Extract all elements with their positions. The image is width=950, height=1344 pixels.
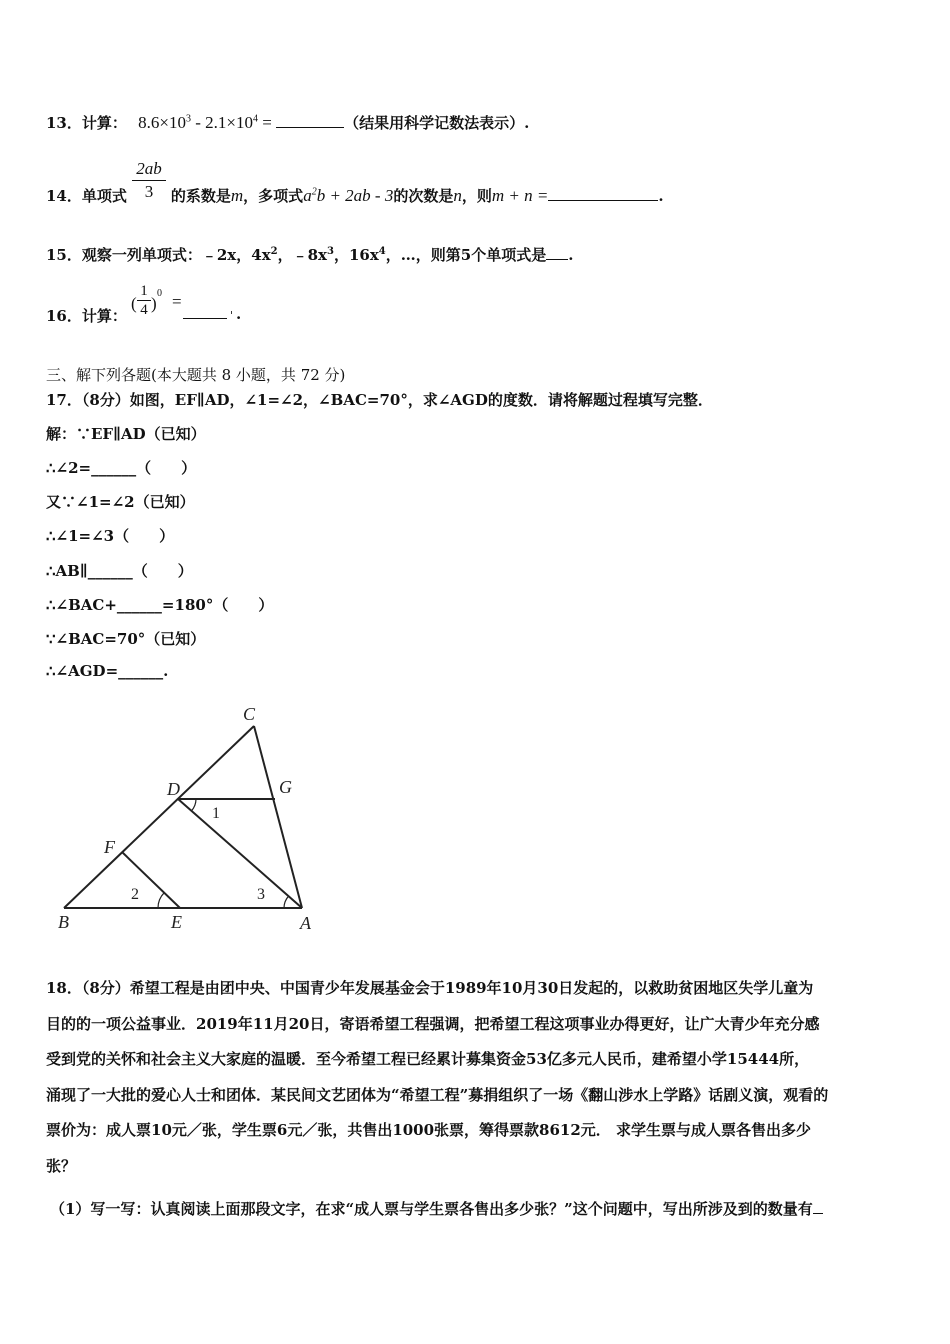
q18-line: 票价为：成人票10元／张，学生票6元／张，共售出1000张票，筹得票款8612元． 求学生票与成人票各售出多少 xyxy=(46,1121,812,1139)
angle-3-arc xyxy=(284,896,289,908)
question-13 xyxy=(46,112,529,133)
question-18 xyxy=(46,971,908,1184)
label-g: G xyxy=(279,777,292,797)
q14-var-n: n xyxy=(453,186,462,205)
question-17-stem: 17．（8分）如图，EF∥AD，∠1=∠2，∠BAC=70°，求∠AGD的度数．请将解题过程填写完整． xyxy=(46,391,713,409)
label-2: 2 xyxy=(131,886,139,903)
q17-step: ∴∠1=∠3（ ） xyxy=(46,527,175,545)
angle-2-arc xyxy=(158,893,164,908)
q16-exponent: 0 xyxy=(157,288,162,299)
q16-fraction xyxy=(137,282,151,319)
q18-line: 18．（8分）希望工程是由团中央、中国青少年发展基金会于1989年10月30日发起的，以救助贫困地区失学儿童为 xyxy=(46,979,814,997)
label-3: 3 xyxy=(257,886,265,903)
q16-equals: = xyxy=(172,292,182,311)
label-e: E xyxy=(171,912,182,932)
q17-step: ∴∠AGD=______. xyxy=(46,662,169,680)
q16-paren-open: ( xyxy=(131,294,137,313)
q14-label: 14．单项式 xyxy=(46,187,127,205)
q14-answer-blank[interactable] xyxy=(548,200,658,201)
label-d: D xyxy=(167,779,180,799)
label-f: F xyxy=(104,837,115,857)
q17-step: ∵∠BAC=70°（已知） xyxy=(46,630,206,648)
q13-answer-blank[interactable] xyxy=(276,127,344,128)
question-16-label: 16．计算： xyxy=(46,307,127,325)
label-1: 1 xyxy=(212,805,220,822)
label-c: C xyxy=(243,704,256,724)
q18-line: 涌现了一大批的爱心人士和团体．某民间文艺团体为“希望工程”募捐组织了一场《翻山涉水上学路》话剧义演，观看的 xyxy=(46,1085,829,1104)
q18-line: 受到党的关怀和社会主义大家庭的温暖．至今希望工程已经累计募集资金53亿多元人民币，建希望小学15444所， xyxy=(46,1050,810,1068)
q15-answer-blank[interactable] xyxy=(546,259,568,260)
segment-da xyxy=(178,799,302,908)
q13-label: 13．计算： xyxy=(46,114,127,132)
q16-paren-close: ) xyxy=(151,294,157,313)
angle-1-arc xyxy=(192,799,197,811)
q17-step: ∴∠BAC+______=180°（ ） xyxy=(46,596,274,614)
question-15: 15．观察一列单项式：﹣2x，$4x^2$，$﹣8x^3$，$16x^4$，…，则第5个单项式是 . xyxy=(46,246,574,264)
q16-answer: ' . xyxy=(183,305,241,323)
q14-var-m: m xyxy=(230,186,244,205)
section-3-heading: 三、解下列各题(本大题共 8 小题，共 72 分) xyxy=(46,366,346,384)
q14-frac-denominator: 3 xyxy=(144,182,154,201)
q17-triangle-figure xyxy=(30,692,330,942)
question-14: 14．单项式 的系数是m，多项式$a^2b + 2ab - 3$的次数是n，则m + n = . xyxy=(46,186,664,205)
q17-step: 解：∵EF∥AD（已知） xyxy=(46,425,206,443)
q16-answer-blank[interactable] xyxy=(183,318,227,319)
q17-step: ∴∠2=______（ ） xyxy=(46,459,197,477)
q18-line: 张？ xyxy=(46,1156,77,1175)
q18-sub1-blank[interactable] xyxy=(813,1213,823,1214)
q14-frac-numerator: 2ab xyxy=(132,158,166,181)
q13-note: （结果用科学记数法表示）. xyxy=(344,114,530,132)
label-b: B xyxy=(58,912,69,932)
q16-frac-num: 1 xyxy=(137,282,151,301)
q13-expr: $8.6\times 10^3 - 2.1\times 10^4$ = xyxy=(138,113,277,132)
q18-line: 目的的一项公益事业．2019年11月20日，寄语希望工程强调，把希望工程这项事业办得更好，让广大青少年充分感 xyxy=(46,1014,820,1033)
segment-ca xyxy=(254,726,302,908)
q16-frac-den: 4 xyxy=(140,302,148,318)
q14-sum-expr: m + n = xyxy=(491,186,549,205)
q17-step: 又∵∠1=∠2（已知） xyxy=(46,493,195,511)
label-a: A xyxy=(300,913,311,933)
q17-step: ∴AB∥______（ ） xyxy=(46,562,193,580)
segment-bc xyxy=(64,726,254,908)
q14-poly: $a^2b + 2ab - 3$ xyxy=(303,186,394,205)
q18-sub-question-1: （1）写一写：认真阅读上面那段文字，在求“成人票与学生票各售出多少张？”这个问题中，写出所涉及到的数量有 xyxy=(50,1198,823,1219)
